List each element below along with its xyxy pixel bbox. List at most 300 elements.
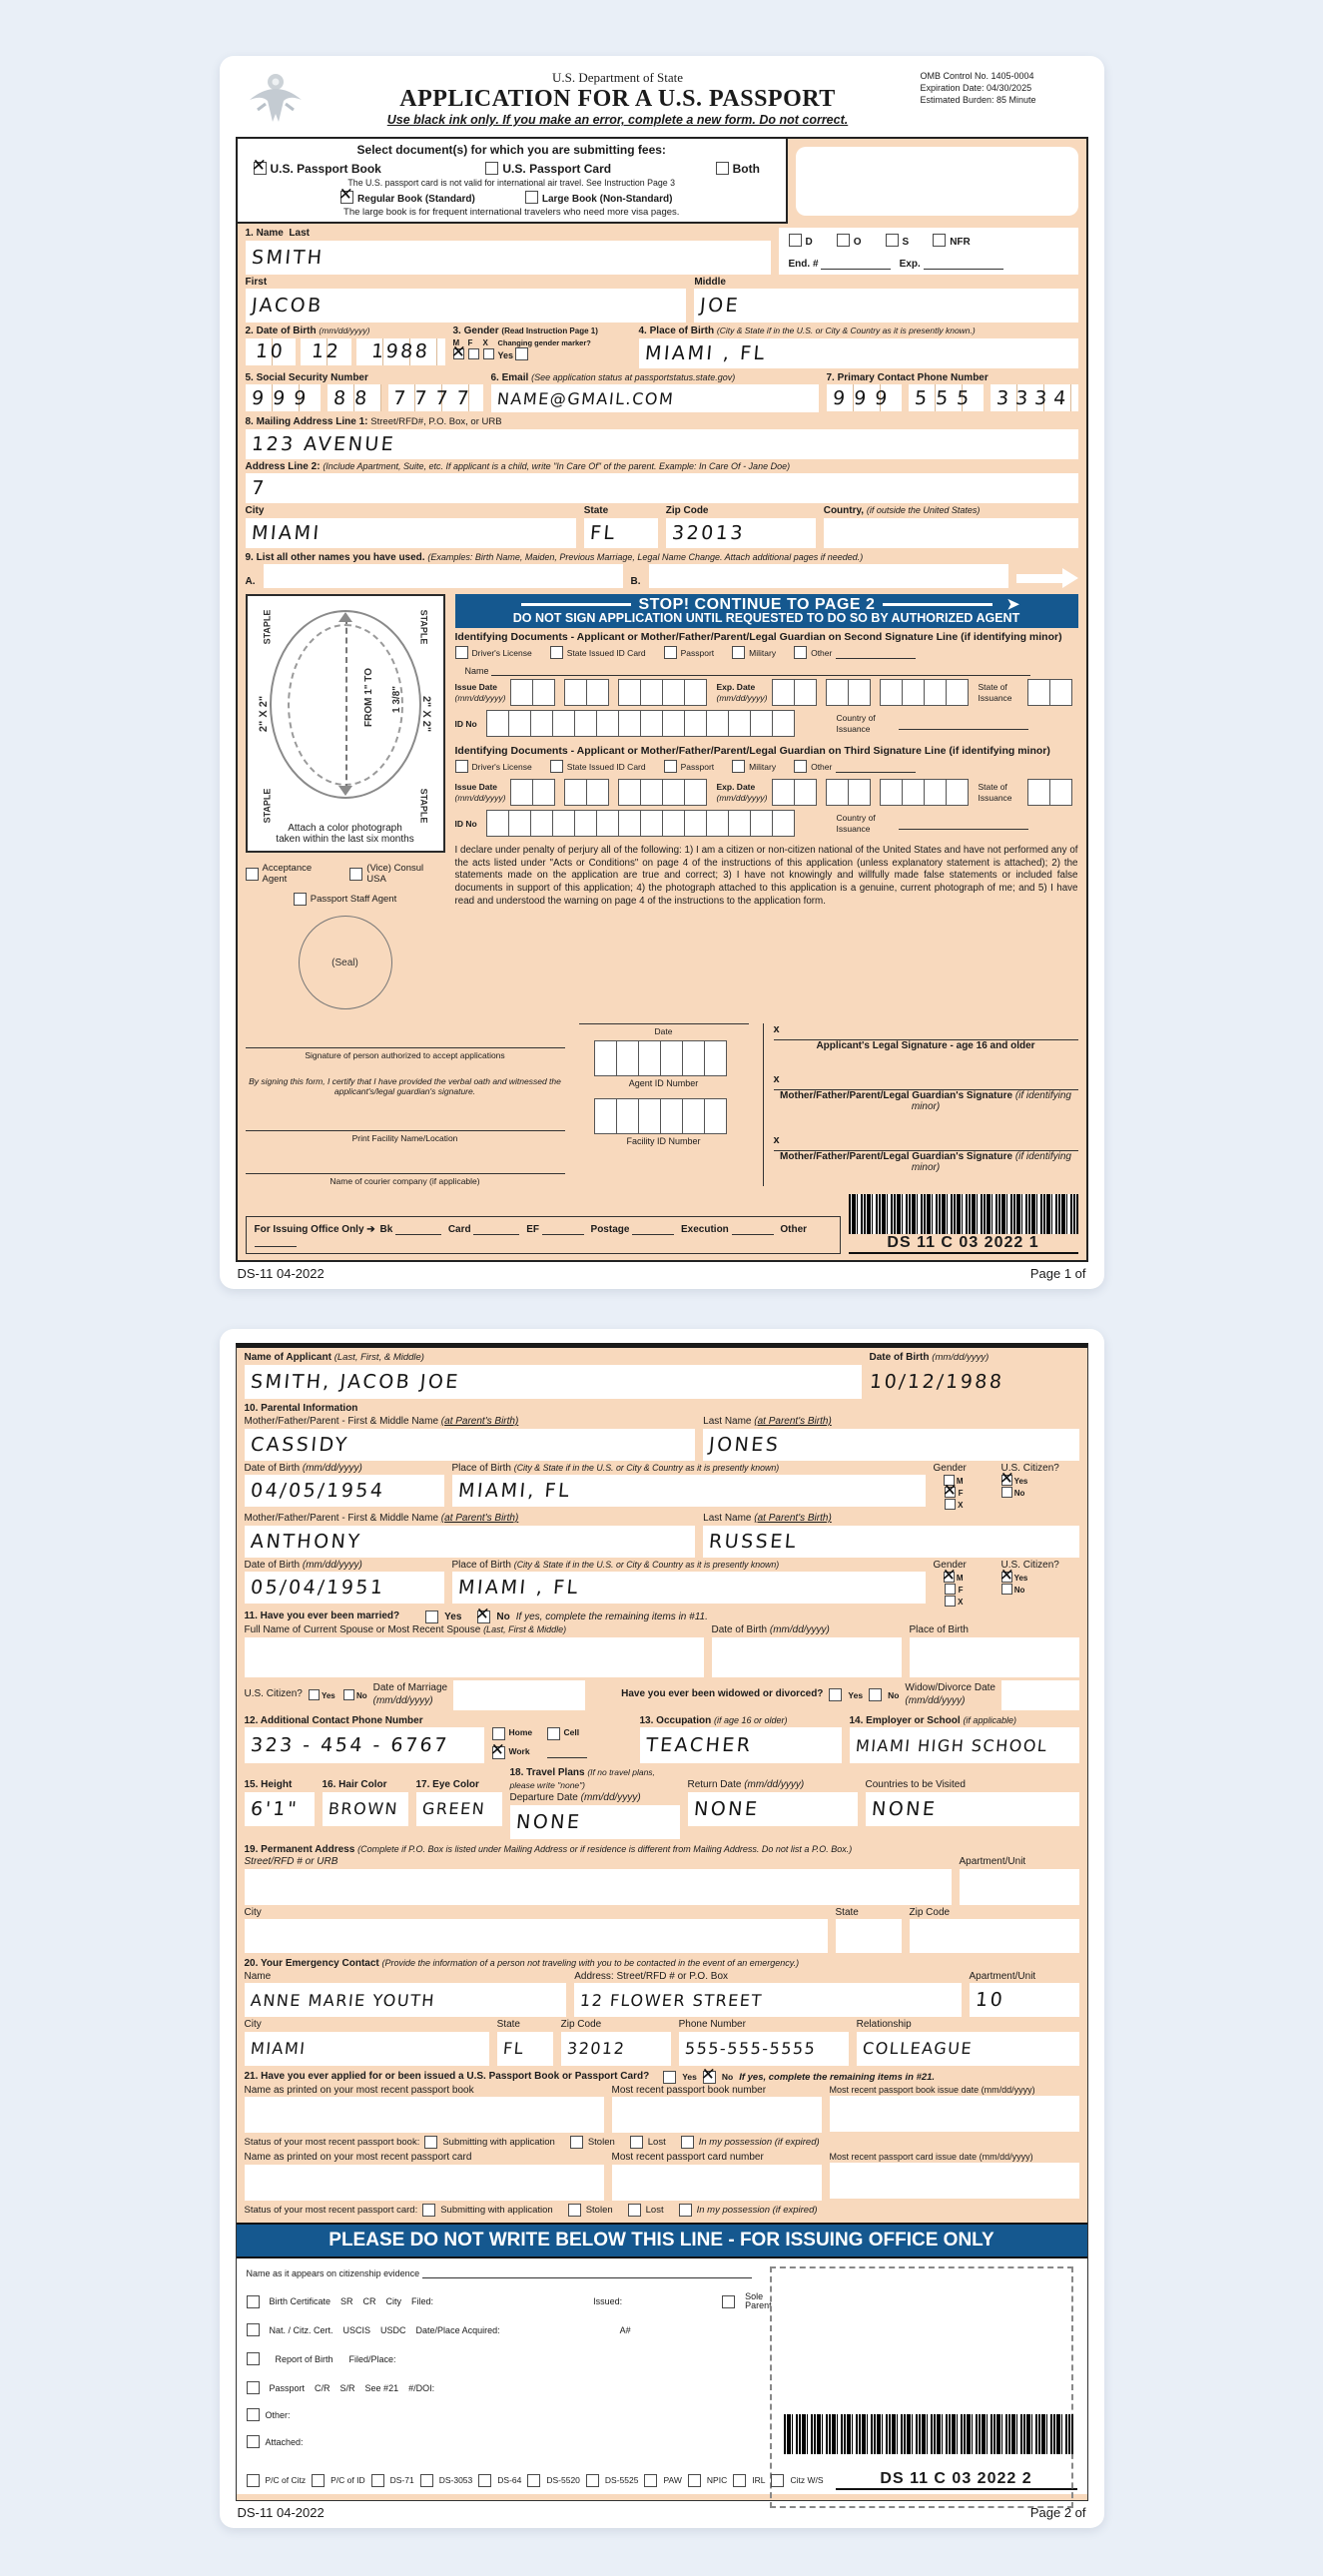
parent1-last-name-field[interactable]: JONES <box>703 1429 1078 1461</box>
facility-name-line[interactable]: Print Facility Name/Location <box>246 1130 565 1143</box>
acceptance-agent-checkbox[interactable] <box>246 868 259 881</box>
other-name-a-field[interactable] <box>264 564 623 588</box>
widow-date-field[interactable] <box>1001 1680 1079 1710</box>
pob-label: 4. Place of Birth <box>638 325 715 336</box>
passport-card-checkbox[interactable] <box>485 162 498 175</box>
eagle-seal-logo <box>236 70 316 135</box>
parent1-citizen-yes[interactable] <box>1001 1475 1012 1486</box>
dob-yyyy-field[interactable]: 1988 <box>356 338 444 365</box>
issue-date2-cells[interactable] <box>511 779 555 806</box>
first-label: First <box>245 276 268 288</box>
height-label: 15. Height <box>244 1779 293 1790</box>
ec-name-label: Name <box>244 1970 272 1982</box>
parent2-gender-f[interactable] <box>945 1584 956 1595</box>
exp-date-cells[interactable] <box>773 679 817 706</box>
dl-checkbox[interactable] <box>455 646 468 659</box>
phone-label: 7. Primary Contact Phone Number <box>826 371 989 383</box>
end-field[interactable] <box>821 258 891 270</box>
office-admin-box <box>779 228 1078 275</box>
dob-format: (mm/dd/yyyy) <box>319 325 370 335</box>
staple-label: STAPLE <box>418 788 429 824</box>
nfr-checkbox[interactable] <box>933 234 946 247</box>
state-issuance-cells[interactable] <box>1028 679 1072 706</box>
book-possession-checkbox[interactable] <box>681 2136 694 2149</box>
applicant-dob-label: Date of Birth <box>869 1352 930 1363</box>
citz-ws-checkbox[interactable] <box>771 2474 784 2487</box>
prior-note: If yes, complete the remaining items in #21. <box>739 2071 936 2083</box>
phone-group2-field[interactable]: 555 <box>909 384 984 411</box>
middle-label: Middle <box>694 276 726 288</box>
ec-city-label: City <box>244 2019 262 2030</box>
ec-relationship-field[interactable]: COLLEAGUE <box>857 2032 1079 2066</box>
irl-checkbox[interactable] <box>733 2474 746 2487</box>
book-number-label: Most recent passport book number <box>611 2084 767 2096</box>
pob-field[interactable]: MIAMI , FL <box>639 338 1078 368</box>
page-1 <box>220 56 1104 1289</box>
photo-attach-box <box>246 594 445 853</box>
book-lost-checkbox[interactable] <box>630 2136 643 2149</box>
parent1-gender-label: Gender <box>933 1462 967 1474</box>
applicant-signature-field[interactable]: x <box>774 1023 1078 1040</box>
exp-date2-cells[interactable] <box>773 779 817 806</box>
card-number-field[interactable] <box>612 2165 822 2201</box>
card-lost-checkbox[interactable] <box>628 2204 641 2217</box>
perm-street-field[interactable] <box>245 1869 952 1905</box>
state-label: State <box>583 505 609 516</box>
oath-text: By signing this form, I certify that I have provided the verbal oath and witnessed the applicant's/legal guardian's signature. <box>249 1076 561 1096</box>
dob-dd-field[interactable]: 12 <box>301 338 351 365</box>
married-no-checkbox[interactable] <box>477 1610 490 1623</box>
issue-date2-cells[interactable] <box>619 779 707 806</box>
id-no2-cells[interactable] <box>487 810 795 837</box>
perm-zip-label: Zip Code <box>909 1906 951 1918</box>
book-issue-date-field[interactable] <box>830 2096 1079 2132</box>
parent2-gender-label: Gender <box>933 1559 967 1571</box>
ec-phone-label: Phone Number <box>678 2019 746 2030</box>
form-body-2: Name of Applicant (Last, First, & Middle) SMITH, JACOB JOE Date of Birth (mm/dd/yyyy) 10/12/1988 10. Parental Information Mother/Father/Parent - First & Middle Name (at Parent's Birth) CASSIDY Last Name (at Parent's Birth) JONES Date of Birth (mm/dd/yyyy) 04/05/1954 Place of Birth (City & State if in the U.S. or City & Country as it is presently known) MIAMI, FL Gender M ✕ F X U.S. Citizen? ✕ Yes No Mother/Father/Parent - First & Middle Name (at Parent's Birth) ANTHONY Last Name (at Parent's Birth) RUSSEL Date of Birth (mm/dd/yyyy) 05/04/1951 Place of Birth (City & State if in the U.S. or City & Country as it is presently known) MIAMI , FL Gender ✕ M F X U.S. Citizen? ✕ Yes No 11. Have you ever been married? Yes ✕ No If yes, complete the remaining items in #11. Full Name of Current Spouse or Most Recent Spouse (Last, First & Middle) Date of Birth (mm/dd/yyyy) Place of Birth U.S. Citizen? Yes No Date of Marriage (mm/dd/yyyy) Have you ever been widowed or divorced? Yes No Widow/Divorce Date (mm/dd/yyyy) 12. Additional Contact Phone Number 323 - 454 - 6767 Home Cell ✕ Work 13. Occupation (if age 16 or older) TEACHER 14. Employer or School (if applicable) MIAMI HIGH SCHOOL 15. Height 6'1" 16. Hair Color BROWN 17. Eye Color GREEN 18. Travel Plans (If no travel plans, please write "none") Departure Date (mm/dd/yyyy) NONE Return Date (mm/dd/yyyy) NONE Countries to be Visited NONE 19. Permanent Address (Complete if P.O. Box is listed under Mailing Address or if residence is different from Mailing Address. Do not list a P.O. Box.) Street/RFD # or URB Apartment/Unit City State Zip Code 20. Your Emergency Contact (Provide the information of a person not traveling with you to be contacted in the event of an emergency.) Name ANNE MARIE YOUTH Address: Street/RFD # or P.O. Box 12 FLOWER STREET Apartment/Unit 10 City MIAMI State FL Zip Code 32012 Phone Number 555-555-5555 Relationship COLLEAGUE 21. Have you ever applied for or been issued a U.S. Passport Book or Passport Card? Yes ✕ No If yes, complete the remaining items in #21. Name as printed on your most recent passport book Most recent passport book number Most recent passport book issue date (mm/dd/yyyy) Status of your most recent passport book: Submitting with application Stolen Lost In my possession (if expired) Name as printed on your most recent passport card Most recent passport card number Most recent passport card issue date (mm/dd/yyyy) Status of your most recent passport card: Submitting with application Stolen Lost In my possession (if expired) PLEASE DO NOT WRITE BELOW THIS LINE - FOR ISSUING OFFICE ONLY Name as it appears on citizenship evidence Birth Certificate SR CR City Filed: Issued: Sole Parent Nat. / Citz. Cert. USCIS USDC Date/Place Acquired: A# Report of Birth Filed/Place: Passport C/R S/R See #21 #/DOI: Other: Attached: P/C of Citz P/C of ID DS-71 DS-3053 DS-64 DS-5520 DS-5525 PAW NPIC IRL Citz W/S DS 11 C 03 2022 2 <box>236 1343 1088 2501</box>
countries-visited-field[interactable]: NONE <box>866 1792 1079 1826</box>
date-line: Date <box>579 1023 749 1036</box>
parent2-citizen-yes[interactable] <box>1001 1572 1012 1583</box>
card-note: The U.S. passport card is not valid for international air travel. See Instruction Page 3 <box>347 178 676 188</box>
ds64-checkbox[interactable] <box>478 2474 491 2487</box>
book-issue-date-label: Most recent passport book issue date (mm/dd/yyyy) <box>829 2084 1035 2095</box>
regular-book-checkbox[interactable] <box>340 191 353 204</box>
photo-caption: Attach a color photograph <box>288 823 402 834</box>
citizenship-evidence-field[interactable] <box>422 2266 752 2278</box>
accept-signature-line[interactable]: Signature of person authorized to accept applications <box>246 1047 565 1060</box>
photo-from-label: FROM 1" TO <box>362 667 374 728</box>
iddocs1-title: Identifying Documents - Applicant or Mother/Father/Parent/Legal Guardian on Second Signature Line (if identifying minor) <box>454 631 1062 643</box>
passport-id2-checkbox[interactable] <box>664 760 677 773</box>
widowed-question: Have you ever been widowed or divorced? <box>621 1688 824 1700</box>
id-no-cells[interactable] <box>487 710 795 737</box>
parent2-last-label: Last Name <box>703 1513 752 1524</box>
other-fee-field[interactable] <box>255 1235 297 1247</box>
card-name-label: Name as printed on your most recent passport card <box>244 2152 472 2163</box>
country-note: (if outside the United States) <box>866 505 981 515</box>
mailing-line1-field[interactable]: 123 AVENUE <box>246 429 1078 459</box>
other-name-a-label: A. <box>245 575 256 587</box>
other-id-checkbox[interactable] <box>794 646 807 659</box>
country-field[interactable] <box>824 518 1078 548</box>
military2-label: Military <box>749 761 777 772</box>
name-label: 1. Name <box>245 228 284 239</box>
zip-field[interactable]: 32013 <box>666 518 816 548</box>
form-number-2: DS-11 04-2022 <box>237 2505 325 2521</box>
issue-date-label: Issue Date <box>454 682 498 693</box>
report-of-birth-checkbox[interactable] <box>247 2352 260 2365</box>
ec-name-field[interactable]: ANNE MARIE YOUTH <box>245 1983 567 2017</box>
exp-date-label: Exp. Date <box>716 682 756 693</box>
return-date-field[interactable]: NONE <box>688 1792 858 1826</box>
country-of-issuance-label: Country of <box>836 713 876 724</box>
id-no-label: ID No <box>454 718 477 729</box>
eye-color-field[interactable]: GREEN <box>416 1792 502 1826</box>
npic-checkbox[interactable] <box>688 2474 701 2487</box>
passport-book-label: U.S. Passport Book <box>270 162 381 176</box>
form-title: APPLICATION FOR A U.S. PASSPORT <box>399 86 836 112</box>
dl2-checkbox[interactable] <box>455 760 468 773</box>
perm-city-label: City <box>244 1906 262 1918</box>
book-number-field[interactable] <box>612 2097 822 2133</box>
exp-label: Exp. <box>899 259 921 270</box>
perm-apt-label: Apartment/Unit <box>959 1856 1026 1867</box>
passport-id-checkbox[interactable] <box>664 646 677 659</box>
email-note: (See application status at passportstatus.state.gov) <box>531 371 736 382</box>
ssn-group3-field[interactable]: 7777 <box>388 384 482 411</box>
ef-field[interactable] <box>542 1223 584 1235</box>
spouse-citizen-yes[interactable] <box>309 1689 320 1700</box>
stateid2-checkbox[interactable] <box>550 760 563 773</box>
stateid-label: State Issued ID Card <box>566 647 646 658</box>
parent1-pob-label: Place of Birth <box>451 1462 511 1474</box>
perm-state-label: State <box>835 1906 859 1918</box>
acceptance-agent-label: Acceptance Agent <box>262 863 313 885</box>
date-of-marriage-field[interactable] <box>453 1680 585 1710</box>
exp-field[interactable] <box>924 258 1003 270</box>
stateid-checkbox[interactable] <box>550 646 563 659</box>
ssn-group2-field[interactable]: 88 <box>328 384 381 411</box>
applicant-name-label: Name of Applicant <box>244 1352 331 1363</box>
ec-relationship-label: Relationship <box>856 2019 912 2030</box>
last-name-field[interactable]: SMITH <box>246 241 771 275</box>
country-label: Country, <box>823 505 865 516</box>
staple-label: STAPLE <box>418 609 429 645</box>
birth-certificate-checkbox[interactable] <box>247 2295 260 2308</box>
perm-city-field[interactable] <box>245 1919 828 1953</box>
phone-group1-field[interactable]: 999 <box>827 384 902 411</box>
issue-date-cells[interactable] <box>565 679 609 706</box>
issue-date-cells[interactable] <box>619 679 707 706</box>
parent2-name-label: Mother/Father/Parent - First & Middle Name <box>244 1513 439 1524</box>
changing-gender-checkbox[interactable] <box>515 347 528 360</box>
other-id-label: Other <box>811 647 833 658</box>
both-checkbox[interactable] <box>716 162 729 175</box>
book-submitting-checkbox[interactable] <box>424 2136 437 2149</box>
dob-mm-field[interactable]: 10 <box>246 338 297 365</box>
courier-line[interactable]: Name of courier company (if applicable) <box>246 1173 565 1186</box>
card-issue-date-field[interactable] <box>830 2163 1079 2199</box>
facility-id-cells[interactable] <box>579 1098 743 1134</box>
regular-book-label: Regular Book (Standard) <box>357 194 475 205</box>
gender-note: (Read Instruction Page 1) <box>501 326 598 335</box>
postage-field[interactable] <box>632 1223 674 1235</box>
photo-measure-arrow <box>345 618 347 790</box>
changing-gender-label: Changing gender marker? <box>497 337 591 347</box>
applicant-name-field[interactable]: SMITH, JACOB JOE <box>245 1365 862 1399</box>
prior-no-checkbox[interactable] <box>703 2071 716 2084</box>
ec-phone-field[interactable]: 555-555-5555 <box>679 2032 849 2066</box>
hair-color-field[interactable]: BROWN <box>323 1792 408 1826</box>
email-label: 6. Email <box>490 371 529 383</box>
spouse-name-field[interactable] <box>245 1637 704 1677</box>
office-stamp-box <box>770 2266 1073 2508</box>
stateid2-label: State Issued ID Card <box>566 761 646 772</box>
issue-date-cells[interactable] <box>511 679 555 706</box>
additional-phone-field[interactable]: 323 - 454 - 6767 <box>245 1727 484 1763</box>
ec-state-label: State <box>496 2019 520 2030</box>
other-id2-label: Other <box>811 761 833 772</box>
other-names-label: 9. List all other names you have used. <box>245 551 425 563</box>
book-stolen-checkbox[interactable] <box>570 2136 583 2149</box>
departure-date-field[interactable]: NONE <box>510 1805 680 1839</box>
widowed-yes-checkbox[interactable] <box>829 1688 842 1701</box>
gender-f-label: F <box>467 337 473 347</box>
military-checkbox[interactable] <box>732 646 745 659</box>
parent2-first-name-field[interactable]: ANTHONY <box>245 1526 696 1558</box>
ec-apt-field[interactable]: 10 <box>970 1983 1079 2017</box>
occupation-label: 13. Occupation <box>639 1714 712 1726</box>
ssn-group1-field[interactable]: 999 <box>246 384 322 411</box>
ec-state-field[interactable]: FL <box>497 2032 553 2066</box>
parent1-dob-field[interactable]: 04/05/1954 <box>245 1475 444 1507</box>
emergency-contact-label: 20. Your Emergency Contact <box>244 1958 379 1969</box>
parent2-citizen-label: U.S. Citizen? <box>1000 1559 1059 1571</box>
ds5525-checkbox[interactable] <box>586 2474 599 2487</box>
attached-checkbox[interactable] <box>247 2435 260 2448</box>
email-field[interactable]: NAME@GMAIL.COM <box>491 384 819 412</box>
city-field[interactable]: MIAMI <box>246 518 576 548</box>
exp-date2-cells[interactable] <box>881 779 969 806</box>
other-id-field[interactable] <box>836 647 916 659</box>
spouse-pob-label: Place of Birth <box>909 1624 969 1635</box>
page-2 <box>220 1329 1104 2528</box>
card-stolen-checkbox[interactable] <box>568 2204 581 2217</box>
parent2-last-name-field[interactable]: RUSSEL <box>703 1526 1078 1558</box>
phone-home-checkbox[interactable] <box>492 1727 505 1740</box>
widowed-no-checkbox[interactable] <box>869 1688 882 1701</box>
do-not-write-banner: PLEASE DO NOT WRITE BELOW THIS LINE - FOR ISSUING OFFICE ONLY <box>237 2223 1087 2258</box>
page2-arrow <box>1016 568 1078 588</box>
photo-caption2: taken within the last six months <box>276 834 414 845</box>
pc-of-id-checkbox[interactable] <box>312 2474 325 2487</box>
gender-x-checkbox[interactable] <box>483 348 494 359</box>
other-id2-field[interactable] <box>836 761 916 773</box>
facility-id-label: Facility ID Number <box>626 1136 701 1146</box>
d-label: D <box>805 237 813 248</box>
spouse-dob-label: Date of Birth <box>711 1624 768 1635</box>
mailing-line2-label: Address Line 2: <box>245 460 321 472</box>
s-checkbox[interactable] <box>886 234 899 247</box>
employer-label: 14. Employer or School <box>849 1714 961 1726</box>
bk-field[interactable] <box>395 1223 441 1235</box>
parent1-pob-field[interactable]: MIAMI, FL <box>452 1475 926 1507</box>
large-book-checkbox[interactable] <box>525 191 538 204</box>
passport-evidence-checkbox[interactable] <box>247 2381 260 2394</box>
mailing-line2-field[interactable]: 7 <box>246 473 1078 503</box>
applicant-dob-field[interactable]: 10/12/1988 <box>868 1370 1004 1393</box>
spouse-dob-field[interactable] <box>712 1637 902 1677</box>
guardian2-signature-field[interactable]: x <box>774 1134 1078 1151</box>
ec-apt-label: Apartment/Unit <box>969 1970 1036 1982</box>
state-of-issuance-label: State of <box>978 682 1007 693</box>
ds3053-checkbox[interactable] <box>420 2474 433 2487</box>
parent2-gender-m[interactable] <box>944 1572 955 1583</box>
exp-date-cells[interactable] <box>827 679 871 706</box>
blank-office-box <box>796 147 1078 216</box>
country-issuance2-field[interactable] <box>899 818 1028 830</box>
select-documents-title: Select document(s) for which you are submitting fees: <box>356 143 666 157</box>
additional-phone-label: 12. Additional Contact Phone Number <box>244 1714 423 1726</box>
vice-consul-checkbox[interactable] <box>349 868 362 881</box>
page-number: Page 1 of <box>1029 1266 1086 1281</box>
passport-card-label: U.S. Passport Card <box>502 162 612 176</box>
city-label: City <box>245 505 265 516</box>
parent2-citizen-no[interactable] <box>1001 1584 1012 1595</box>
ec-zip-field[interactable]: 32012 <box>561 2032 671 2066</box>
phone-group3-field[interactable]: 3334 <box>991 384 1077 411</box>
card-name-field[interactable] <box>245 2165 604 2201</box>
agent-id-label: Agent ID Number <box>628 1078 699 1088</box>
pc-of-citz-checkbox[interactable] <box>247 2474 260 2487</box>
guardian-signature-field[interactable]: x <box>774 1073 1078 1090</box>
parent1-gender-f[interactable] <box>945 1487 956 1498</box>
parent2-dob-field[interactable]: 05/04/1951 <box>245 1572 444 1604</box>
zip-label: Zip Code <box>665 505 709 516</box>
middle-name-field[interactable]: JOE <box>694 289 1077 322</box>
phone-work-checkbox[interactable] <box>492 1746 505 1759</box>
parent1-citizen-label: U.S. Citizen? <box>1000 1462 1059 1474</box>
exp-date2-cells[interactable] <box>827 779 871 806</box>
ds71-checkbox[interactable] <box>371 2474 384 2487</box>
state-field[interactable]: FL <box>584 518 658 548</box>
gender-m-checkbox[interactable] <box>453 348 464 359</box>
seal-circle: (Seal) <box>299 916 392 1009</box>
other-evidence-checkbox[interactable] <box>247 2408 260 2421</box>
o-label: O <box>853 237 862 248</box>
ec-address-field[interactable]: 12 FLOWER STREET <box>574 1983 961 2017</box>
paw-checkbox[interactable] <box>644 2474 657 2487</box>
perm-street-label: Street/RFD # or URB <box>244 1856 338 1867</box>
book-status-label: Status of your most recent passport book: <box>244 2137 420 2148</box>
parent2-pob-field[interactable]: MIAMI , FL <box>452 1572 926 1604</box>
passport-staff-agent-checkbox[interactable] <box>294 893 307 906</box>
barcode-2 <box>784 2414 1073 2454</box>
gender-label: 3. Gender <box>452 325 499 336</box>
first-name-field[interactable]: JACOB <box>246 289 687 322</box>
parent2-pob-label: Place of Birth <box>451 1559 511 1571</box>
employer-field[interactable]: MIAMI HIGH SCHOOL <box>850 1727 1079 1763</box>
ds5520-checkbox[interactable] <box>527 2474 540 2487</box>
card-field[interactable] <box>473 1223 519 1235</box>
height-field[interactable]: 6'1" <box>245 1792 315 1826</box>
book-name-field[interactable] <box>245 2097 604 2133</box>
exp-date-cells[interactable] <box>881 679 969 706</box>
passport-book-checkbox[interactable] <box>254 162 267 175</box>
id-name-field[interactable] <box>491 664 1030 676</box>
barcode-1 <box>849 1194 1078 1234</box>
stop-banner: STOP! CONTINUE TO PAGE 2➤ DO NOT SIGN APPLICATION UNTIL REQUESTED TO DO SO BY AUTHORIZED AGENT <box>455 594 1078 628</box>
countries-visited-label: Countries to be Visited <box>865 1779 966 1790</box>
married-note: If yes, complete the remaining items in #11. <box>515 1611 708 1622</box>
sole-parent-checkbox[interactable] <box>722 2295 735 2308</box>
omb-block: OMB Control No. 1405-0004 Expiration Date: 04/30/2025 Estimated Burden: 85 Minute <box>920 71 1036 106</box>
nat-citz-cert-checkbox[interactable] <box>247 2323 260 2336</box>
photo-size-label: 2" X 2" <box>420 695 433 733</box>
d-checkbox[interactable] <box>789 234 802 247</box>
date-cells[interactable] <box>579 1040 743 1076</box>
photo-height-label: 1 3/8" <box>390 686 402 713</box>
gender-f-checkbox[interactable] <box>468 348 479 359</box>
ec-city-field[interactable]: MIAMI <box>245 2032 489 2066</box>
card-status-label: Status of your most recent passport card: <box>244 2204 418 2216</box>
applicant-signature-caption: Applicant's Legal Signature - age 16 and older <box>816 1040 1035 1051</box>
card-submitting-checkbox[interactable] <box>422 2204 435 2217</box>
card-possession-checkbox[interactable] <box>679 2204 692 2217</box>
travel-plans-label: 18. Travel Plans <box>509 1767 585 1778</box>
married-yes-checkbox[interactable] <box>425 1610 438 1623</box>
spouse-citizen-no[interactable] <box>343 1689 354 1700</box>
hair-color-label: 16. Hair Color <box>322 1779 387 1790</box>
execution-field[interactable] <box>732 1223 774 1235</box>
parent1-first-name-field[interactable]: CASSIDY <box>245 1429 696 1461</box>
parent1-gender-x[interactable] <box>945 1499 956 1510</box>
permanent-address-label: 19. Permanent Address <box>244 1843 355 1855</box>
other-name-b-field[interactable] <box>649 564 1008 588</box>
parent1-citizen-no[interactable] <box>1001 1487 1012 1498</box>
ec-zip-label: Zip Code <box>560 2019 602 2030</box>
issue-date2-cells[interactable] <box>565 779 609 806</box>
prior-yes-checkbox[interactable] <box>663 2071 676 2084</box>
military2-checkbox[interactable] <box>732 760 745 773</box>
passport-id-label: Passport <box>680 647 715 658</box>
other-id2-checkbox[interactable] <box>794 760 807 773</box>
state-issuance2-cells[interactable] <box>1028 779 1072 806</box>
parent2-gender-x[interactable] <box>945 1596 956 1607</box>
country-issuance-field[interactable] <box>899 718 1028 730</box>
gender-x-label: X <box>482 337 488 347</box>
mailing-line2-note: (Include Apartment, Suite, etc. If applicant is a child, write "In Care Of" of the parent. Example: In Care Of - Jane Doe) <box>323 460 791 471</box>
eye-color-label: 17. Eye Color <box>415 1779 479 1790</box>
perm-zip-field[interactable] <box>910 1919 1079 1953</box>
occupation-field[interactable]: TEACHER <box>640 1727 842 1763</box>
parental-info-title: 10. Parental Information <box>244 1402 358 1414</box>
mailing-line1-label: 8. Mailing Address Line 1: <box>245 416 368 427</box>
pob-note: (City & State if in the U.S. or City & Country as it is presently known.) <box>716 325 976 335</box>
end-label: End. # <box>788 259 819 270</box>
perm-apt-field[interactable] <box>960 1869 1079 1905</box>
widow-date-label: Widow/Divorce Date <box>905 1682 995 1693</box>
iddocs2-title: Identifying Documents - Applicant or Mother/Father/Parent/Legal Guardian on Third Signature Line (if identifying minor) <box>454 745 1050 757</box>
phone-cell-checkbox[interactable] <box>547 1727 560 1740</box>
o-checkbox[interactable] <box>837 234 850 247</box>
s-label: S <box>902 237 910 248</box>
spouse-pob-field[interactable] <box>910 1637 1079 1677</box>
perm-state-field[interactable] <box>836 1919 902 1953</box>
spouse-name-label: Full Name of Current Spouse or Most Recent Spouse <box>244 1624 481 1635</box>
dob-label: 2. Date of Birth <box>245 325 317 336</box>
